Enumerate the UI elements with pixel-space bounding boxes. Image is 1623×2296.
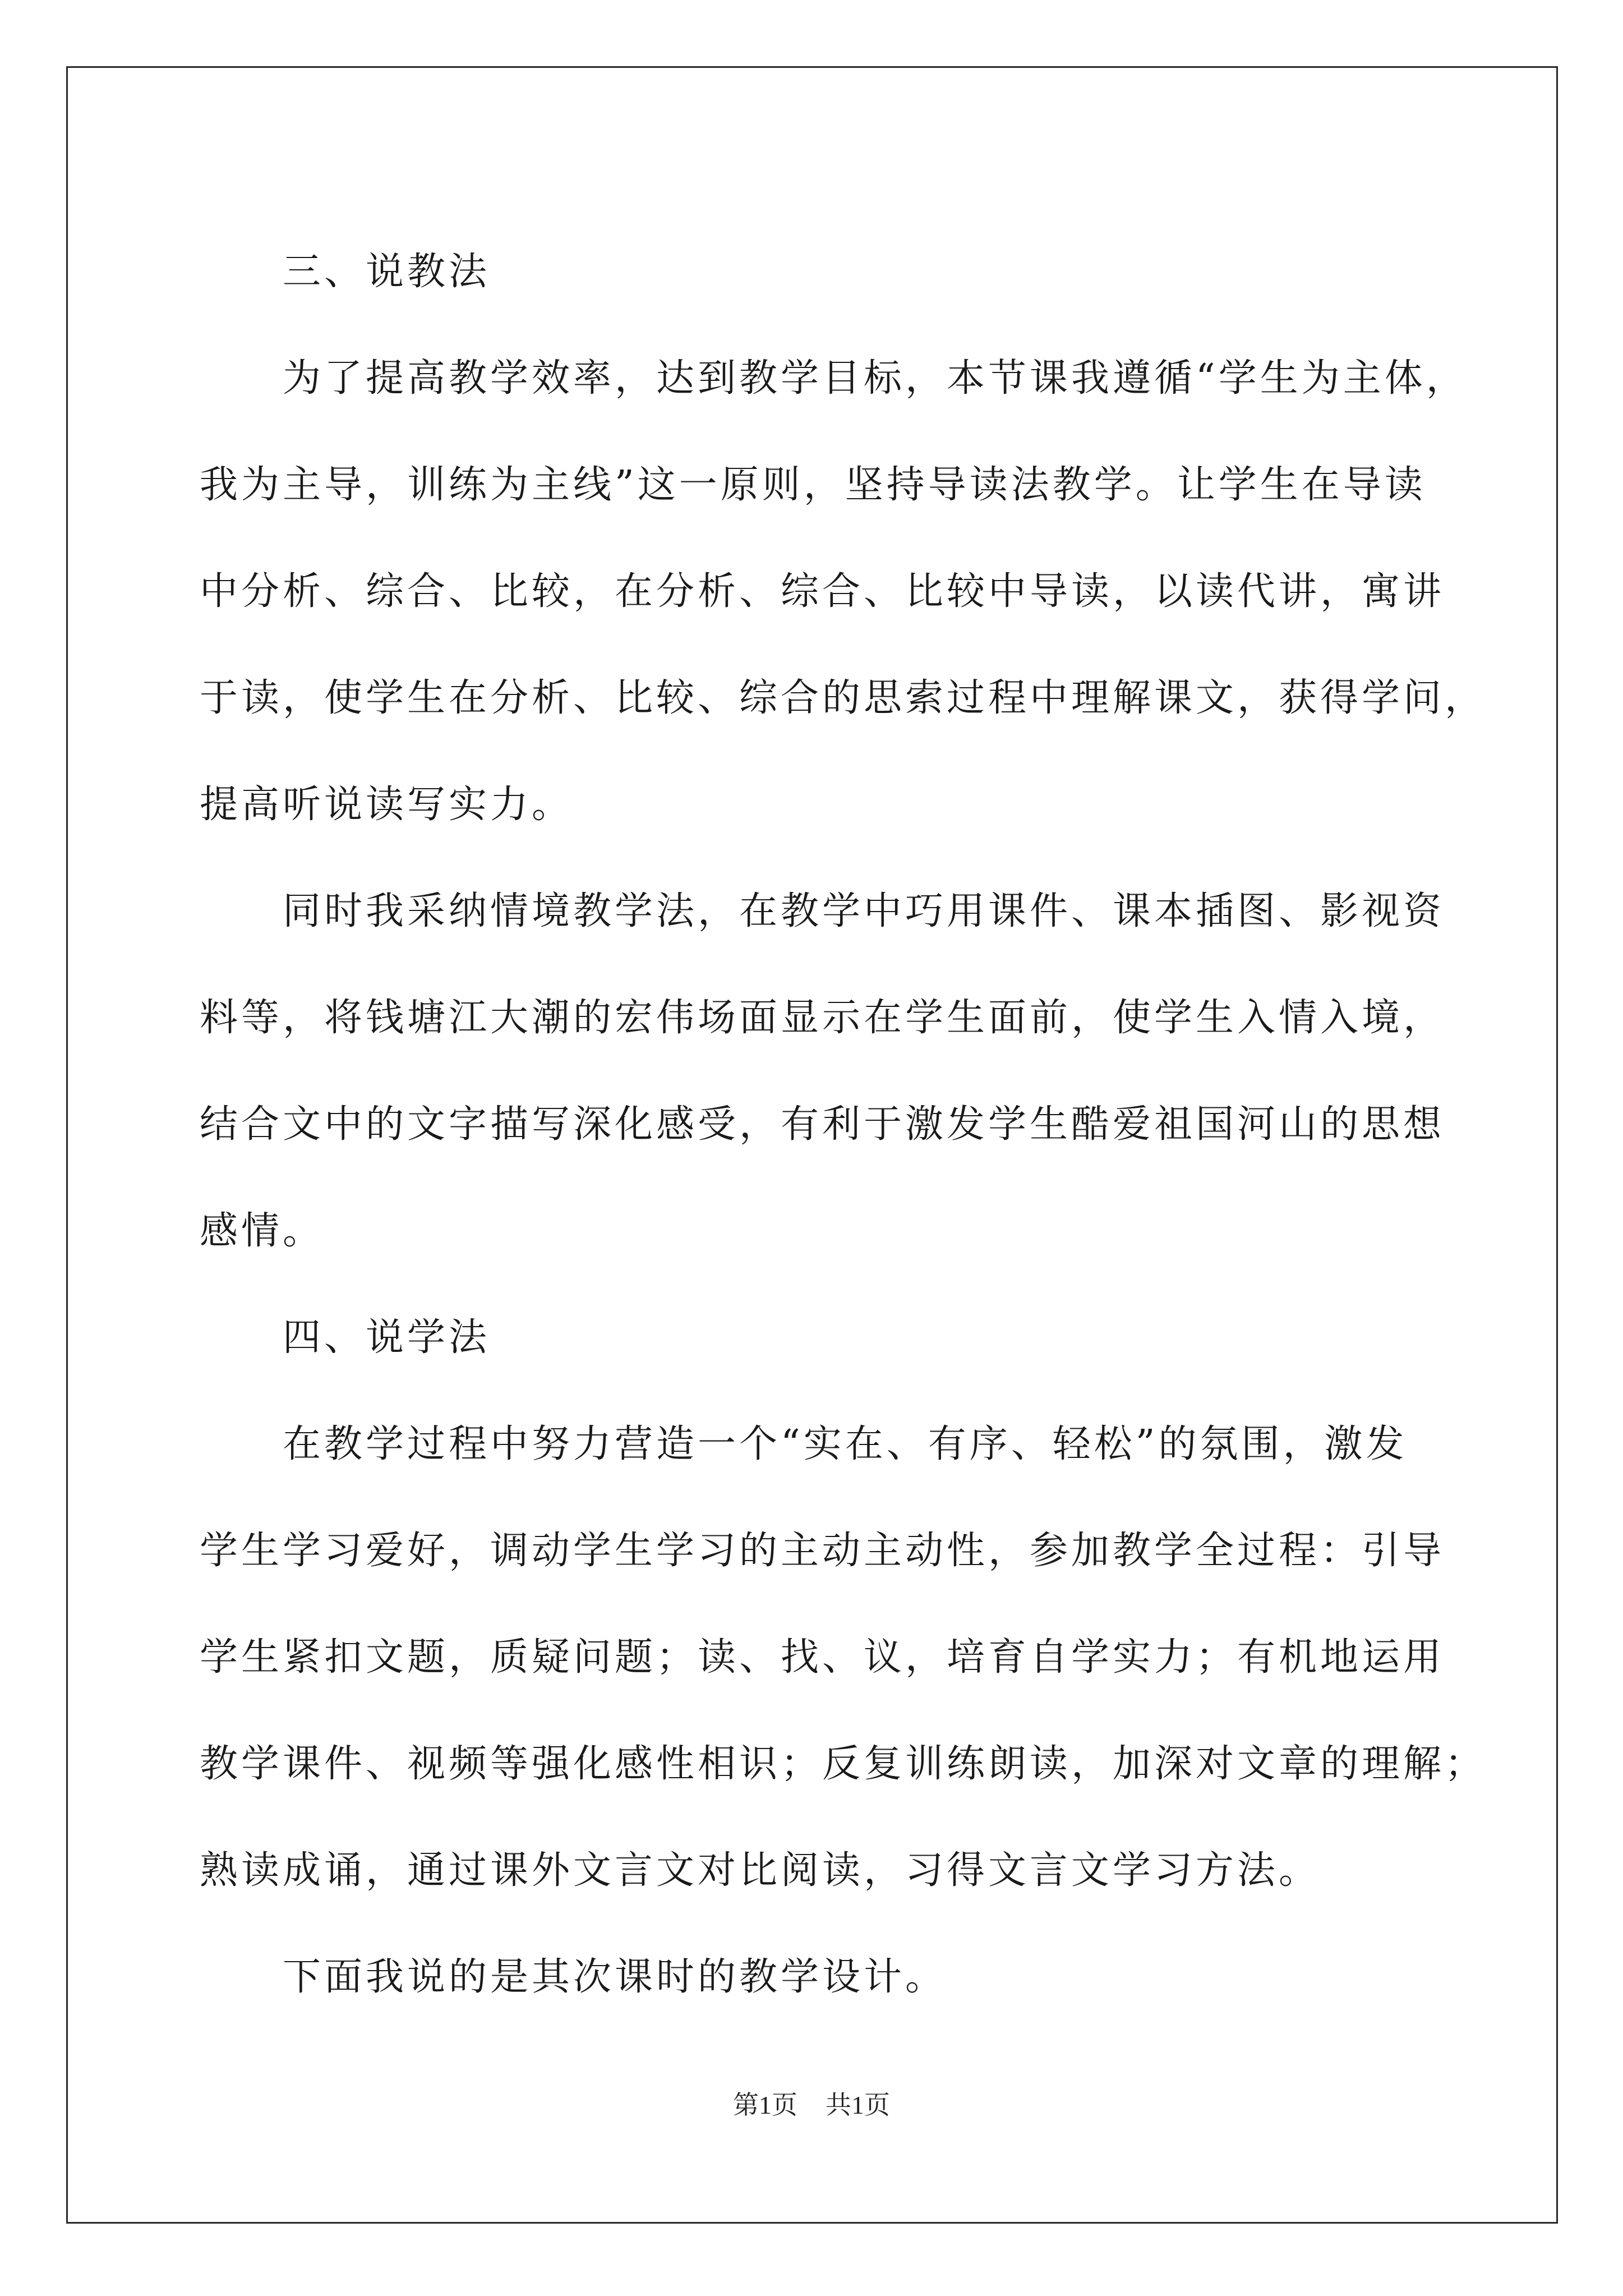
- paragraph-line: 于读，使学生在分析、比较、综合的思索过程中理解课文，获得学问，: [200, 676, 1487, 720]
- paragraph-line: 为了提高教学效率，达到教学目标，本节课我遵循“学生为主体，: [283, 356, 1468, 401]
- page-number: 第1页: [733, 2091, 797, 2119]
- document-body: [200, 219, 1487, 2031]
- paragraph-line: 学生紧扣文题，质疑问题；读、找、议，培育自学实力；有机地运用: [200, 1635, 1445, 1680]
- paragraph-line: 熟读成诵，通过课外文言文对比阅读，习得文言文学习方法。: [200, 1848, 1321, 1893]
- paragraph-line: 结合文中的文字描写深化感受，有利于激发学生酷爱祖国河山的思想: [200, 1102, 1445, 1147]
- paragraph-line: 感情。: [200, 1209, 325, 1253]
- paragraph-line: 下面我说的是其次课时的教学设计。: [283, 1955, 947, 1999]
- page-footer: [0, 2085, 1623, 2122]
- page-total: 共1页: [826, 2091, 890, 2119]
- paragraph-line: 料等，将钱塘江大潮的宏伟场面显示在学生面前，使学生入情入境，: [200, 996, 1445, 1040]
- section-heading-teaching-method: 三、说教法: [283, 250, 491, 294]
- paragraph-line: 中分析、综合、比较，在分析、综合、比较中导读，以读代讲，寓讲: [200, 569, 1445, 614]
- paragraph-line: 同时我采纳情境教学法，在教学中巧用课件、课本插图、影视资: [283, 889, 1445, 933]
- paragraph-line: 提高听说读写实力。: [200, 783, 574, 827]
- paragraph-line: 在教学过程中努力营造一个“实在、有序、轻松”的氛围，激发: [283, 1422, 1408, 1466]
- paragraph-line: 教学课件、视频等强化感性相识；反复训练朗读，加深对文章的理解；: [200, 1742, 1487, 1786]
- section-heading-learning-method: 四、说学法: [283, 1315, 491, 1360]
- paragraph-line: 我为主导，训练为主线”这一原则，坚持导读法教学。让学生在导读: [200, 463, 1426, 507]
- paragraph-line: 学生学习爱好，调动学生学习的主动主动性，参加教学全过程：引导: [200, 1529, 1445, 1573]
